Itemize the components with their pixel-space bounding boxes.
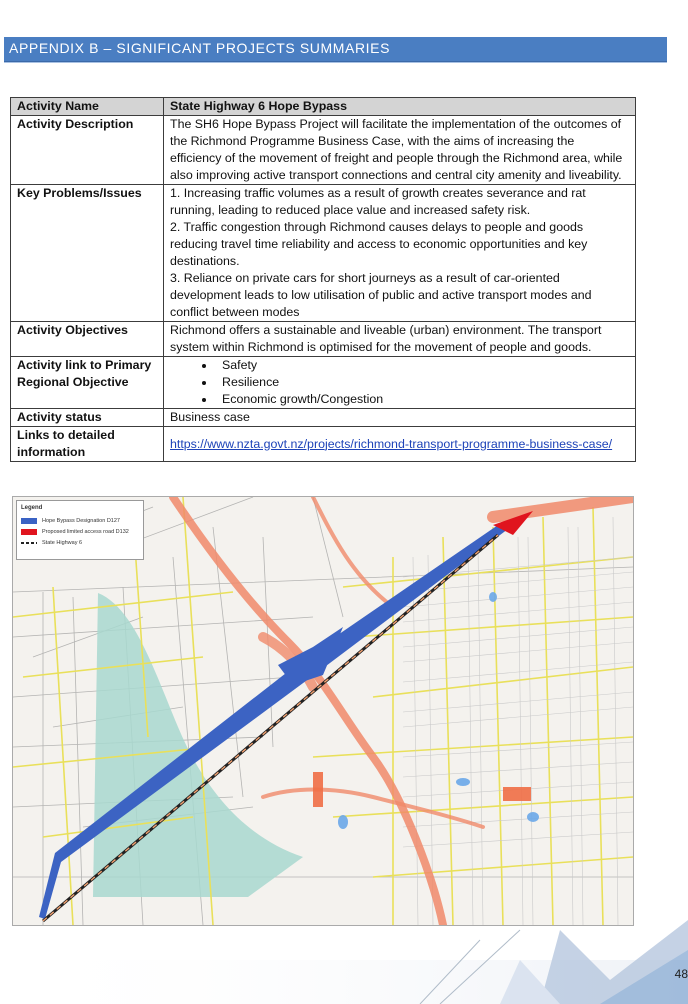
legend-label: Hope Bypass Designation D127 bbox=[42, 518, 120, 524]
legend-label: Proposed limited access road D132 bbox=[42, 529, 129, 535]
appendix-header-bar bbox=[4, 37, 667, 62]
table-row bbox=[11, 185, 636, 322]
legend-title: Legend bbox=[21, 505, 43, 511]
activity-name-label: Activity Name bbox=[11, 98, 164, 116]
primary-objective-link-value bbox=[164, 357, 636, 409]
project-map bbox=[12, 496, 634, 926]
appendix-title: APPENDIX B – SIGNIFICANT PROJECTS SUMMARIES bbox=[9, 40, 391, 56]
activity-description-value: The SH6 Hope Bypass Project will facilitate the implementation of the outcomes of the Richmond Programme Business Case, with the aims of increasing the efficiency of the movement of freight and people through the Richmond area, while also improving active transport connections and central city amenity and liveability. bbox=[164, 116, 636, 185]
detailed-info-label: Links to detailed information bbox=[11, 427, 164, 462]
legend-item bbox=[21, 539, 82, 547]
table-row bbox=[11, 409, 636, 427]
legend-item bbox=[21, 528, 129, 536]
legend-swatch bbox=[21, 529, 37, 535]
map-graphic bbox=[13, 497, 633, 925]
activity-status-label: Activity status bbox=[11, 409, 164, 427]
table-row bbox=[11, 98, 636, 116]
project-summary-table bbox=[10, 97, 636, 462]
activity-objectives-value: Richmond offers a sustainable and liveable (urban) environment. The transport system within Richmond is optimised for the movement of people and goods. bbox=[164, 322, 636, 357]
activity-name-value: State Highway 6 Hope Bypass bbox=[164, 98, 636, 116]
table-row bbox=[11, 116, 636, 185]
problem-item: 3. Reliance on private cars for short journeys as a result of car-oriented development leads to low utilisation of public and active transport modes and conflict between modes bbox=[170, 271, 592, 319]
key-problems-value bbox=[164, 185, 636, 322]
page-number: 48 bbox=[674, 967, 688, 981]
activity-objectives-label: Activity Objectives bbox=[11, 322, 164, 357]
table-row bbox=[11, 357, 636, 409]
legend-item bbox=[21, 517, 120, 525]
objective-list bbox=[170, 357, 629, 408]
problem-item: 2. Traffic congestion through Richmond causes delays to people and goods reducing travel time reliability and access to economic opportunities and key destinations. bbox=[170, 220, 588, 268]
map-legend bbox=[16, 500, 144, 560]
activity-status-value: Business case bbox=[164, 409, 636, 427]
key-problems-label: Key Problems/Issues bbox=[11, 185, 164, 322]
page-corner-decoration bbox=[0, 920, 688, 1004]
legend-swatch bbox=[21, 542, 37, 544]
table-row bbox=[11, 322, 636, 357]
detailed-info-value bbox=[164, 427, 636, 462]
list-item: • Resilience bbox=[216, 374, 629, 391]
list-item: • Economic growth/Congestion bbox=[216, 391, 629, 408]
primary-objective-link-label: Activity link to Primary Regional Objective bbox=[11, 357, 164, 409]
legend-label: State Highway 6 bbox=[42, 540, 83, 546]
table-row bbox=[11, 427, 636, 462]
legend-swatch bbox=[21, 518, 37, 524]
problem-item: 1. Increasing traffic volumes as a result of growth creates severance and rat running, leading to reduced place value and increased safety risk. bbox=[170, 186, 586, 217]
list-item: • Safety bbox=[216, 357, 629, 374]
detailed-info-link[interactable]: https://www.nzta.govt.nz/projects/richmond-transport-programme-business-case/ bbox=[170, 436, 613, 451]
activity-description-label: Activity Description bbox=[11, 116, 164, 185]
